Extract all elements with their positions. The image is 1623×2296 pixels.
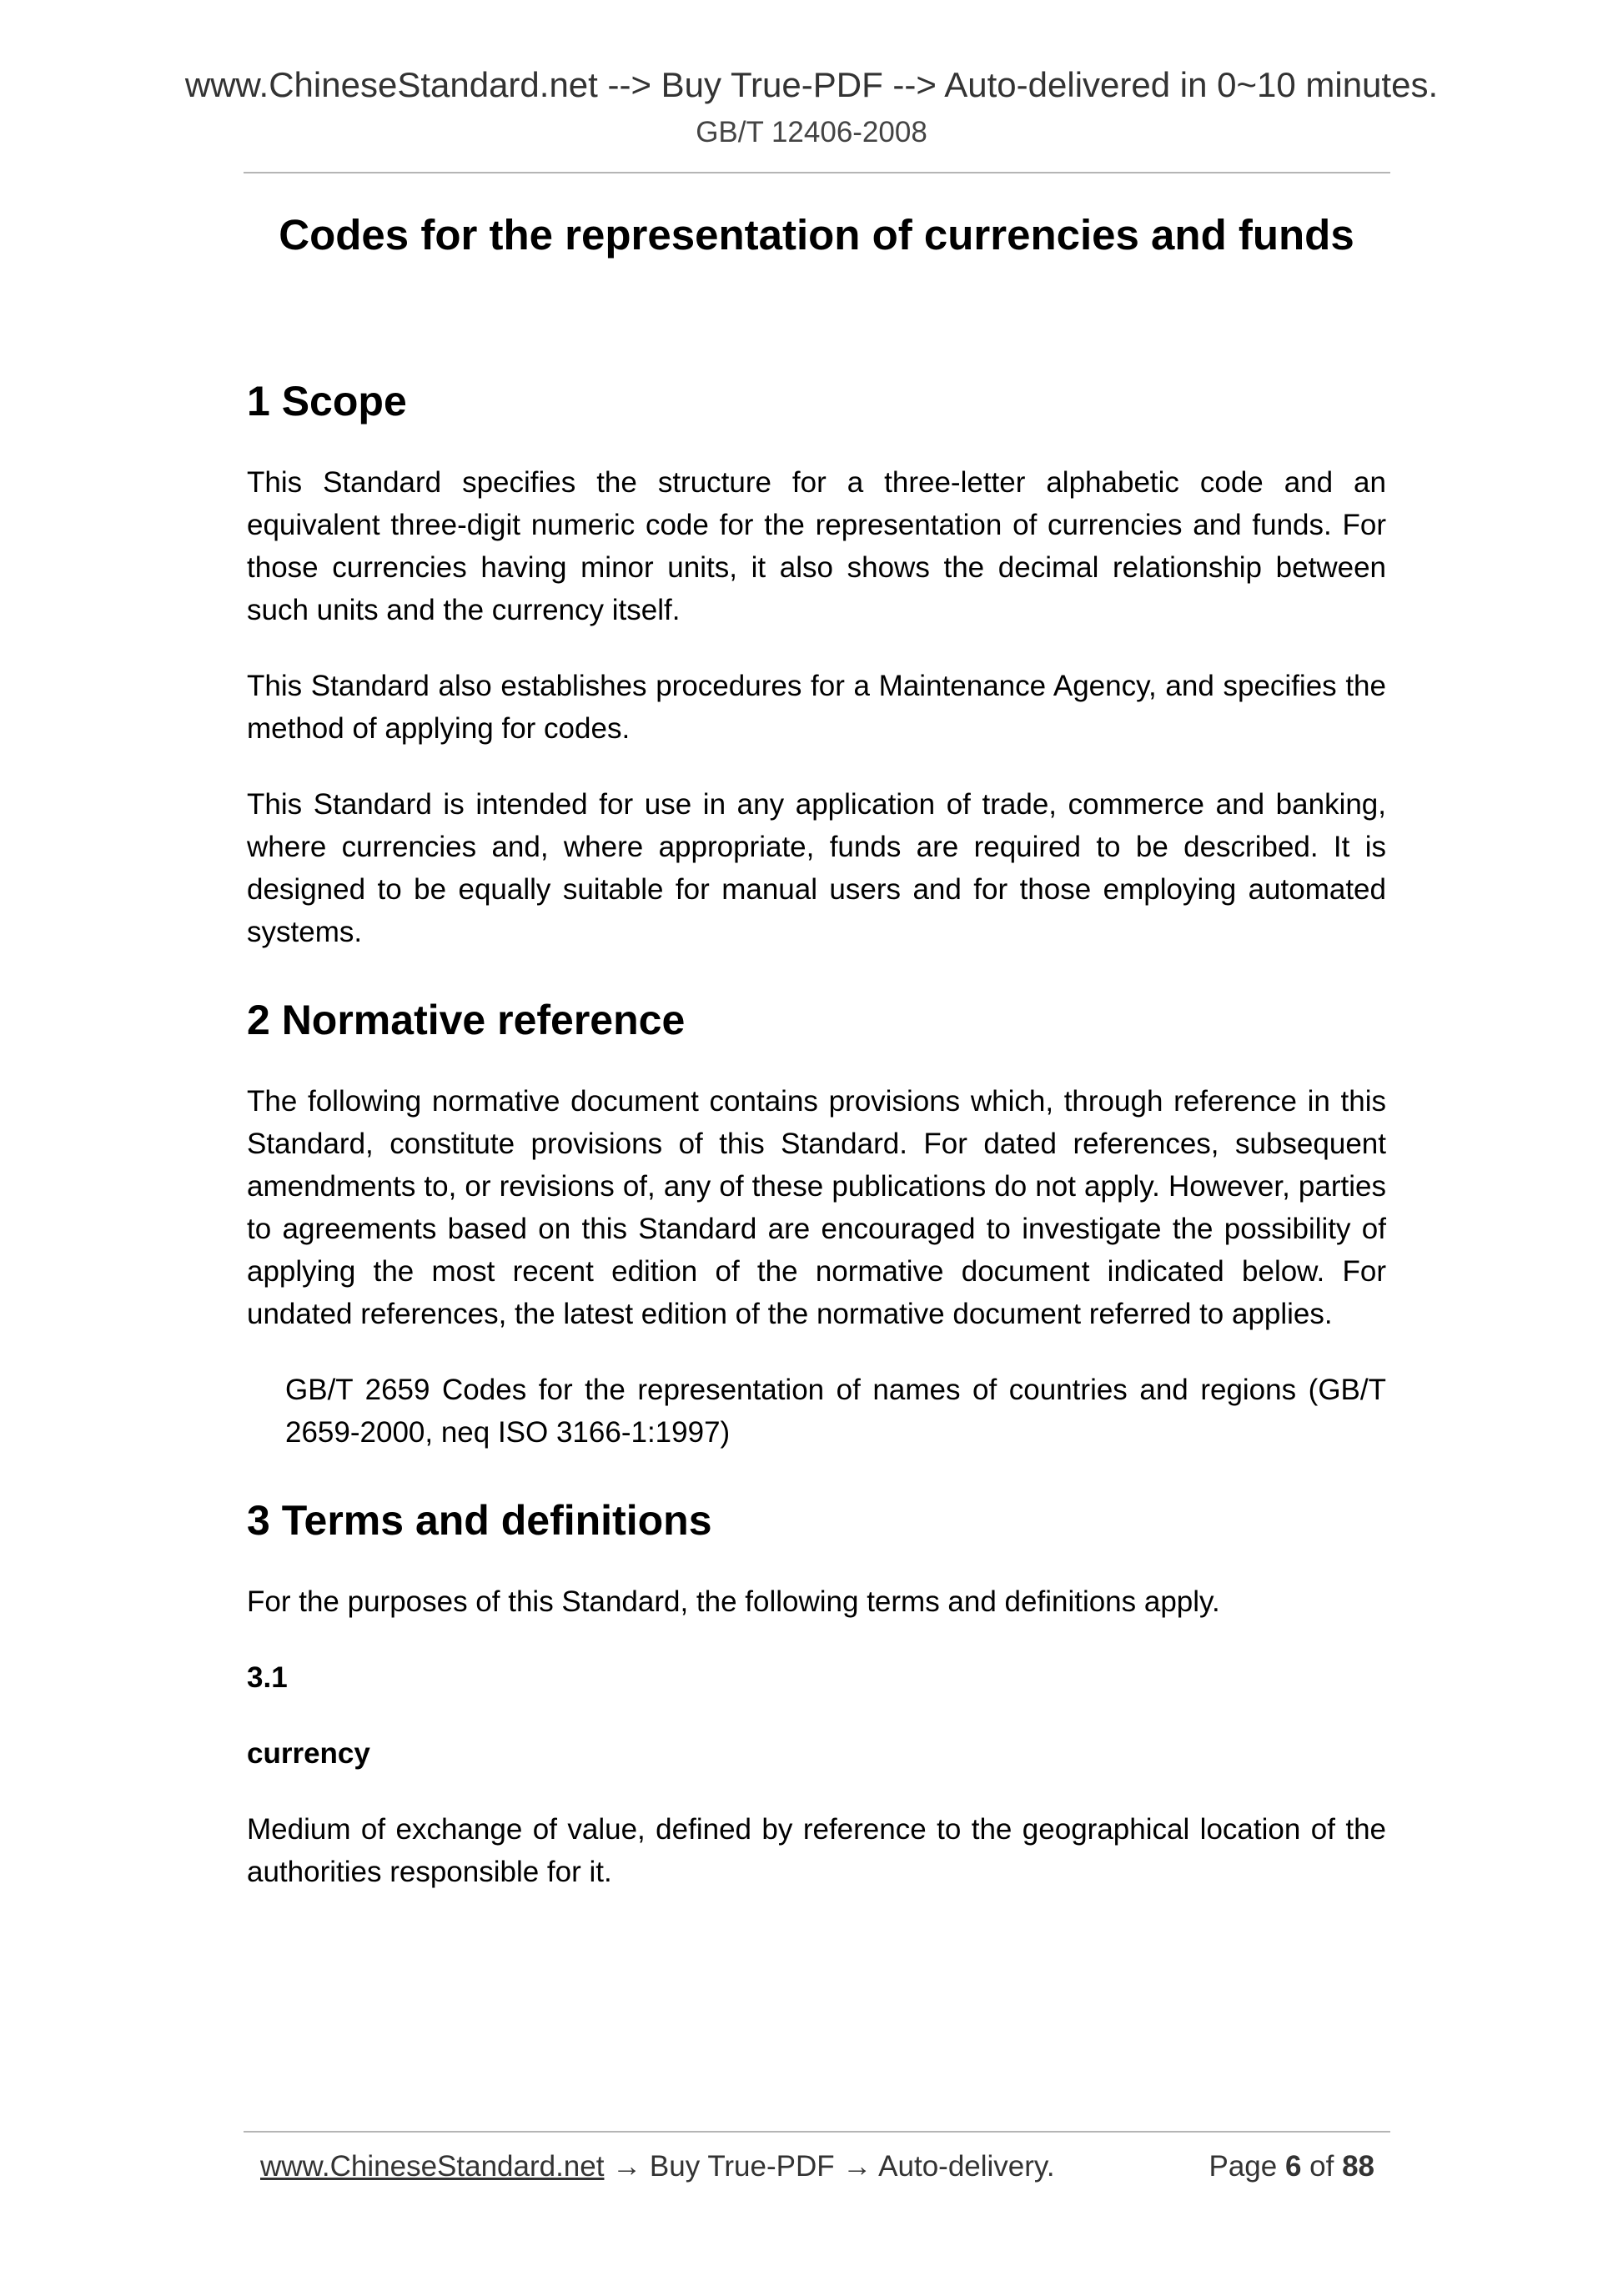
section-2-paragraph-1: The following normative document contains provisions which, through reference in this Standard, constitute provisions of this Standard. For dated references, subsequent amendments to, or revisions of, any of these publications do not apply. However, parties to agreements based on this Standard are encouraged to investigate the possibility of applying the most recent edition of the normative document indicated below. For undated references, the latest edition of the normative document referred to applies. [247,1085,1386,1330]
page-label: Page [1208,2150,1285,2183]
term-number: 3.1 [247,1661,288,1694]
page-of-label: of [1301,2150,1343,2183]
footer-tagline: → Buy True-PDF → Auto-delivery. [604,2150,1055,2183]
section-1-paragraph-1: This Standard specifies the structure for a three-letter alphabetic code and an equivalent three-digit numeric code for the representation of currencies and funds. For those currencies having minor units, it also shows the decimal relationship between such units and the currency itself. [247,466,1386,626]
section-3-heading: 3 Terms and definitions [247,1497,712,1544]
page-indicator [1208,2150,1374,2183]
page-header [0,63,1623,152]
term-definition: Medium of exchange of value, defined by reference to the geographical location of the authorities responsible for it. [247,1813,1386,1888]
page-footer [260,2150,1374,2192]
document-body [247,208,1386,1893]
footer-left [260,2150,1055,2183]
header-standard-id: GB/T 12406-2008 [696,116,927,148]
page-total: 88 [1342,2150,1374,2183]
header-banner: www.ChineseStandard.net --> Buy True-PDF --> Auto-delivered in 0~10 minutes. [184,65,1439,104]
term-name: currency [247,1737,370,1770]
section-2-heading: 2 Normative reference [247,997,686,1043]
section-1-paragraph-2: This Standard also establishes procedures for a Maintenance Agency, and specifies the method of applying for codes. [247,670,1386,745]
section-1-heading: 1 Scope [247,378,407,425]
page-current: 6 [1284,2150,1302,2183]
footer-divider [244,2131,1390,2133]
document-title: Codes for the representation of currencies and funds [279,211,1354,259]
header-divider [244,172,1390,173]
normative-reference-item: GB/T 2659 Codes for the representation of names of countries and regions (GB/T 2659-2000, neq ISO 3166-1:1997) [285,1374,1386,1449]
footer-site-link[interactable]: www.ChineseStandard.net [260,2150,605,2183]
section-3-paragraph-1: For the purposes of this Standard, the following terms and definitions apply. [247,1585,1220,1618]
section-1-paragraph-3: This Standard is intended for use in any application of trade, commerce and banking, where currencies and, where appropriate, funds are required to be described. It is designed to be equally suitable for manual users and for those employing automated systems. [247,788,1386,948]
